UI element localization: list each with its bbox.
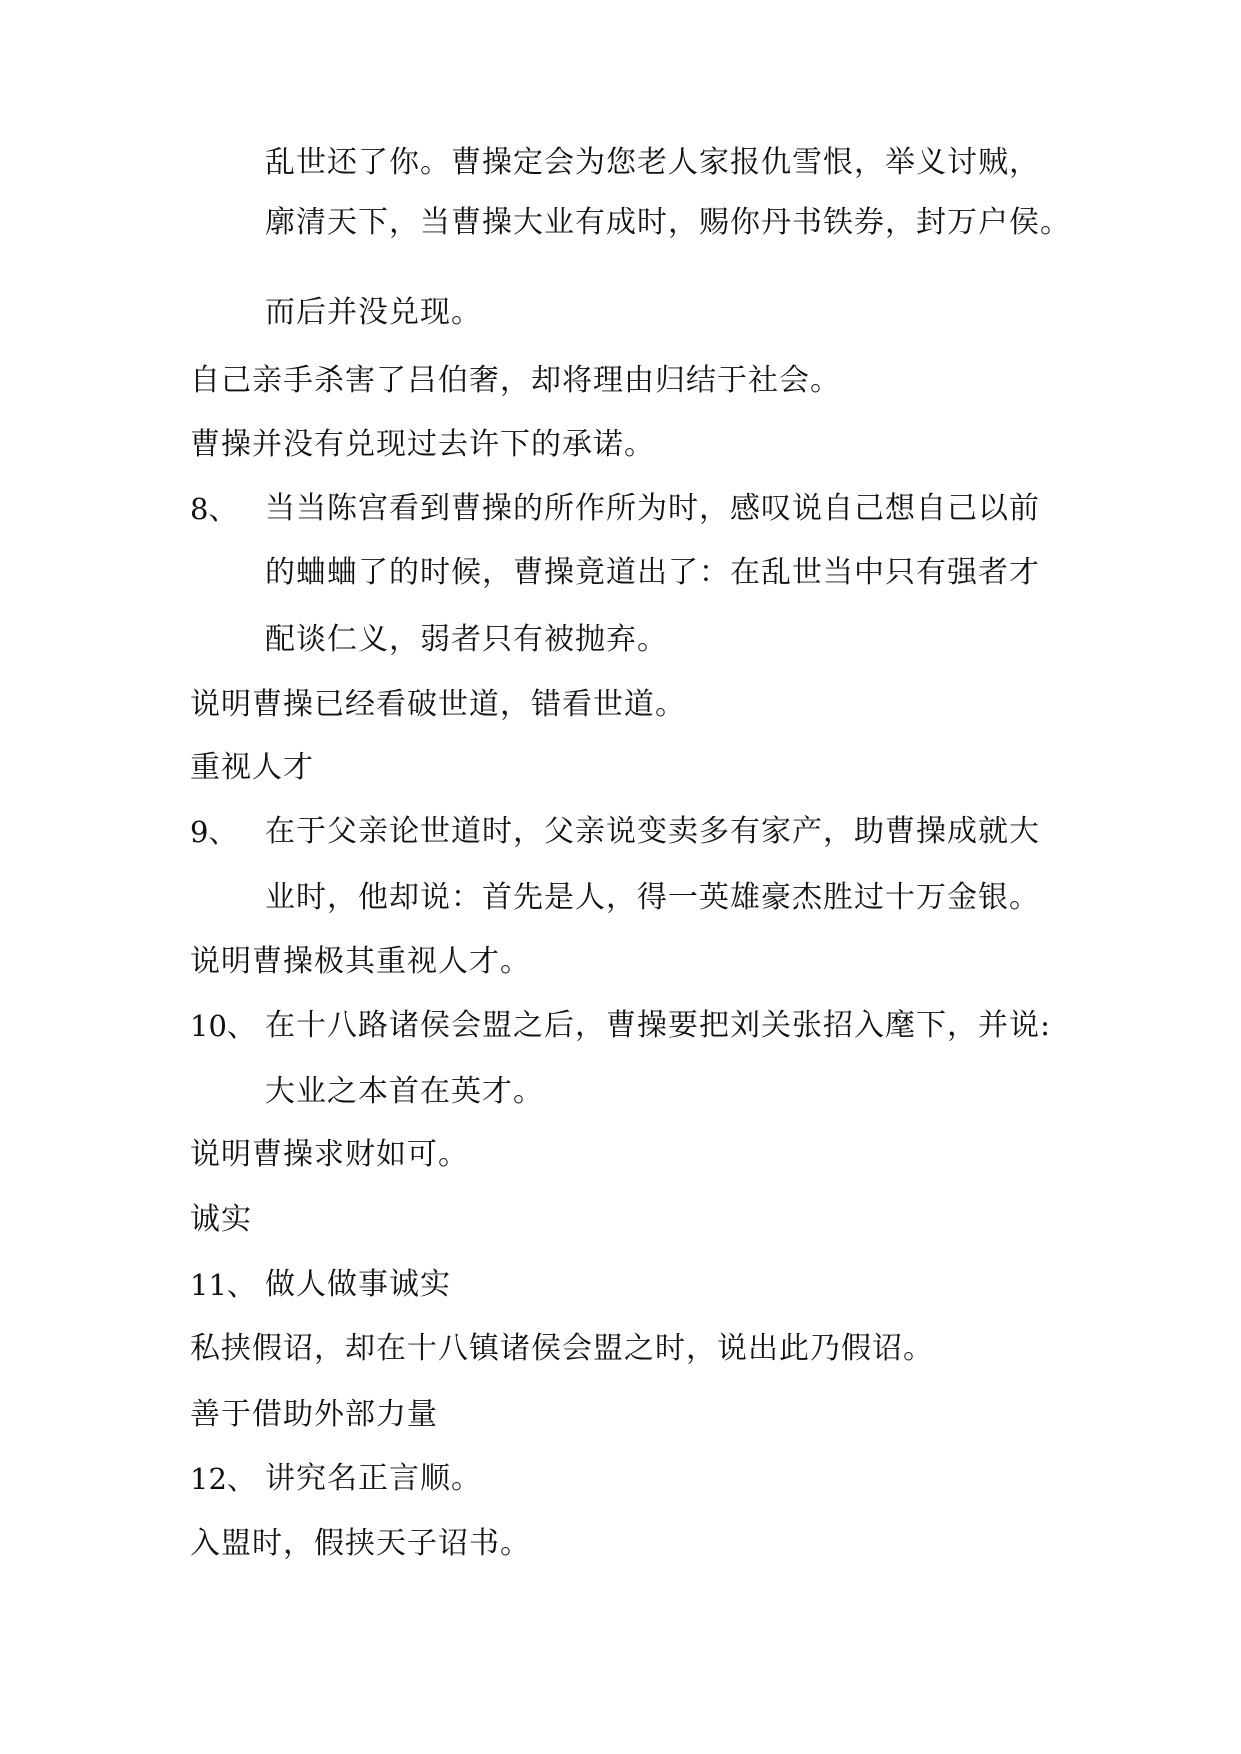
item-number: 8、 [190,492,238,526]
text-line: 自己亲手杀害了吕伯奢，却将理由归结于社会。 [190,363,841,398]
section-heading: 善于借助外部力量 [190,1397,438,1432]
text-line: 私挟假诏，却在十八镇诸侯会盟之时，说出此乃假诏。 [190,1331,934,1366]
text-line: 在十八路诸侯会盟之后，曹操要把刘关张招入麾下，并说: [265,1008,1052,1043]
text-line: 在于父亲论世道时，父亲说变卖多有家产，助曹操成就大 [265,814,1040,849]
text-line: 而后并没兑现。 [265,295,482,330]
text-line: 配谈仁义，弱者只有被抛弃。 [265,622,668,657]
text-line: 的蛐蛐了的时候，曹操竟道出了：在乱世当中只有强者才 [265,555,1040,590]
text-line: 业时，他却说：首先是人，得一英雄豪杰胜过十万金银。 [265,880,1040,915]
text-line: 做人做事诚实 [265,1267,451,1302]
item-number: 9、 [190,815,238,849]
text-line: 曹操并没有兑现过去许下的承诺。 [190,427,655,462]
text-line: 说明曹操求财如可。 [190,1137,469,1172]
item-number: 10、 [190,1009,256,1043]
item-number: 12、 [190,1462,256,1496]
text-line: 讲究名正言顺。 [265,1461,482,1496]
text-line: 乱世还了你。曹操定会为您老人家报仇雪恨，举义讨贼， [265,145,1040,180]
text-line: 说明曹操已经看破世道，错看世道。 [190,687,686,722]
section-heading: 重视人才 [190,750,314,785]
item-number: 11、 [190,1268,256,1302]
section-heading: 诚实 [190,1202,252,1237]
text-line: 当当陈宫看到曹操的所作所为时，感叹说自己想自己以前 [265,491,1040,526]
text-line: 入盟时，假挟天子诏书。 [190,1526,531,1561]
text-line: 大业之本首在英才。 [265,1074,544,1109]
text-line: 廓清天下，当曹操大业有成时，赐你丹书铁券，封万户侯。 [265,205,1071,240]
text-line: 说明曹操极其重视人才。 [190,944,531,979]
